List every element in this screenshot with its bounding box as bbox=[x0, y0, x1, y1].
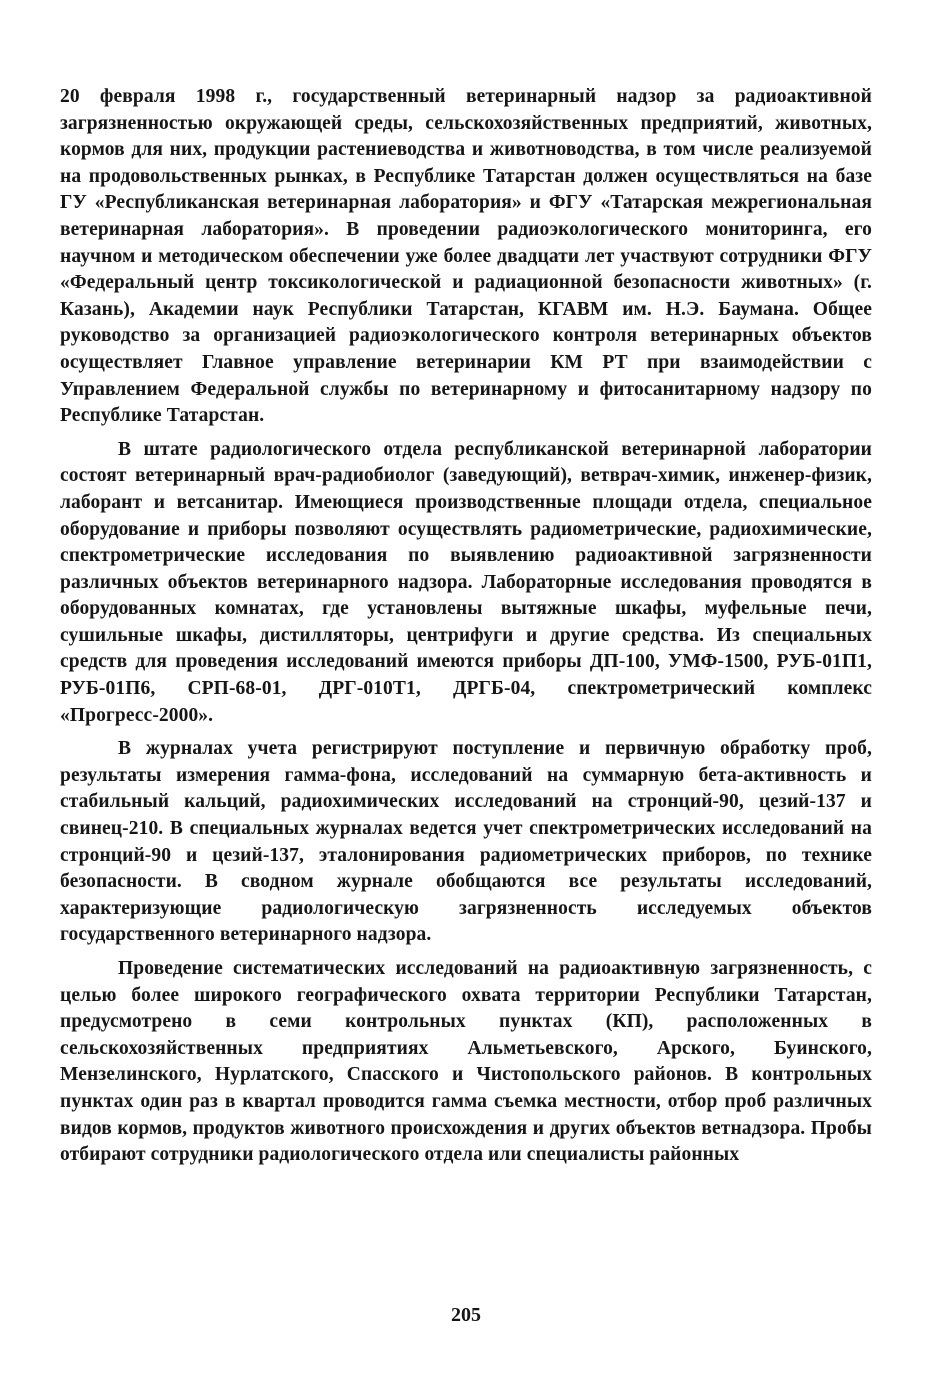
paragraph-2: В штате радиологического отдела республиканской ветеринарной лаборатории состоят ветеринарный врач-радиобиолог (заведующий), ветврач-химик, инженер-физик, лаборант и ветсанитар. Имеющиеся производственные площади отдела, специальное оборудование и приборы позволяют осуществлять радиометрические, радиохимические, спектрометрические исследования по выявлению радиоактивной загрязненности различных объектов ветеринарного надзора. Лабораторные исследования проводятся в оборудованных комнатах, где установлены вытяжные шкафы, муфельные печи, сушильные шкафы, дистилляторы, центрифуги и другие средства. Из специальных средств для проведения исследований имеются приборы ДП-100, УМФ-1500, РУБ-01П1, РУБ-01П6, СРП-68-01, ДРГ-010Т1, ДРГБ-04, спектрометрический комплекс «Прогресс-2000». bbox=[60, 438, 872, 726]
paragraph-4: Проведение систематических исследований на радиоактивную загрязненность, с целью более широкого географического охвата территории Республики Татарстан, предусмотрено в семи контрольных пунктах (КП), расположенных в сельскохозяйственных предприятиях Альметьевского, Арского, Буинского, Мензелинского, Нурлатского, Спасского и Чистопольского районов. В контрольных пунктах один раз в квартал проводится гамма съемка местности, отбор проб различных видов кормов, продуктов животного происхождения и других объектов ветнадзора. Пробы отбирают сотрудники радиологического отдела или специалисты районных bbox=[60, 958, 872, 1166]
page-number: 205 bbox=[451, 1304, 481, 1326]
paragraph-3: В журналах учета регистрируют поступление и первичную обработку проб, результаты измерения гамма-фона, исследований на суммарную бета-активность и стабильный кальций, радиохимических исследований на стронций-90, цезий-137 и свинец-210. В специальных журналах ведется учет спектрометрических исследований на стронций-90 и цезий-137, эталонирования радиометрических приборов, по технике безопасности. В сводном журнале обобщаются все результаты исследований, характеризующие радиологическую загрязненность исследуемых объектов государственного ветеринарного надзора. bbox=[60, 738, 872, 946]
paragraph-1: 20 февраля 1998 г., государственный ветеринарный надзор за радиоактивной загрязненностью окружающей среды, сельскохозяйственных предприятий, животных, кормов для них, продукции растениеводства и животноводства, в том числе реализуемой на продовольственных рынках, в Республике Татарстан должен осуществляться на базе ГУ «Республиканская ветеринарная лаборатория» и ФГУ «Татарская межрегиональная ветеринарная лаборатория». В проведении радиоэкологического мониторинга, его научном и методическом обеспечении уже более двадцати лет участвуют сотрудники ФГУ «Федеральный центр токсикологической и радиационной безопасности животных» (г. Казань), Академии наук Республики Татарстан, КГАВМ им. Н.Э. Баумана. Общее руководство за организацией радиоэкологического контроля ветеринарных объектов осуществляет Главное управление ветеринарии КМ РТ при взаимодействии с Управлением Федеральной службы по ветеринарному и фитосанитарному надзору по Республике Татарстан. bbox=[60, 86, 872, 427]
body-text bbox=[60, 84, 872, 1176]
